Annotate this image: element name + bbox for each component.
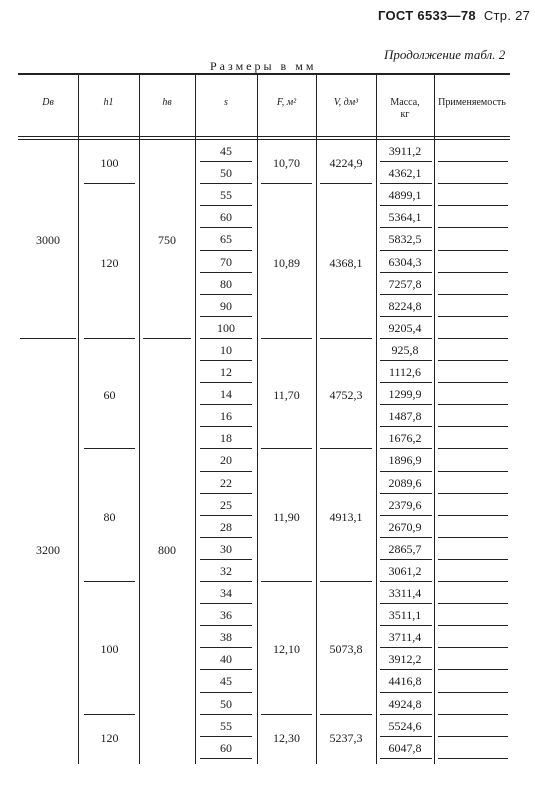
col-header-s: s bbox=[224, 97, 228, 108]
row-rule-mass bbox=[380, 448, 432, 449]
cell-s: 70 bbox=[220, 254, 232, 269]
row-rule-usage bbox=[438, 227, 508, 228]
row-rule-s bbox=[200, 205, 252, 206]
cell-dv: 3200 bbox=[36, 542, 60, 557]
row-rule-usage bbox=[438, 250, 508, 251]
cell-s: 14 bbox=[220, 387, 232, 402]
row-rule-mass bbox=[380, 647, 432, 648]
cell-s: 60 bbox=[220, 740, 232, 755]
row-rule-usage bbox=[438, 669, 508, 670]
row-rule-s bbox=[200, 161, 252, 162]
cell-mass: 1112,6 bbox=[388, 365, 422, 379]
cell-s: 18 bbox=[220, 431, 232, 446]
cell-h1: 120 bbox=[100, 255, 119, 270]
group-rule bbox=[261, 338, 312, 339]
row-rule-usage bbox=[438, 603, 508, 604]
group-rule bbox=[84, 581, 135, 582]
cell-s: 40 bbox=[220, 652, 232, 667]
cell-area: 12,10 bbox=[273, 642, 300, 657]
row-rule-mass bbox=[380, 625, 432, 626]
row-rule-s bbox=[200, 316, 252, 317]
col-sep-7 bbox=[434, 74, 435, 764]
row-rule-usage bbox=[438, 493, 508, 494]
group-rule bbox=[261, 183, 312, 184]
row-rule-usage bbox=[438, 183, 508, 184]
cell-mass: 2670,9 bbox=[388, 519, 422, 534]
row-rule-mass bbox=[380, 515, 432, 516]
col-sep-6 bbox=[376, 74, 377, 764]
cell-dv: 3000 bbox=[36, 233, 60, 248]
row-rule-mass bbox=[380, 471, 432, 472]
row-rule-mass bbox=[380, 382, 432, 383]
cell-s: 90 bbox=[220, 298, 232, 313]
cell-mass: 1676,2 bbox=[388, 431, 422, 446]
cell-mass: 4416,8 bbox=[388, 674, 422, 689]
col-header-dv: Dв bbox=[42, 97, 54, 108]
cell-mass: 7257,8 bbox=[388, 276, 422, 291]
row-rule-s bbox=[200, 625, 252, 626]
cell-s: 45 bbox=[220, 144, 232, 158]
group-rule bbox=[143, 338, 191, 339]
group-rule bbox=[320, 581, 372, 582]
row-rule-usage bbox=[438, 426, 508, 427]
row-rule-usage bbox=[438, 294, 508, 295]
row-rule-usage bbox=[438, 360, 508, 361]
cell-mass: 2379,6 bbox=[388, 497, 422, 512]
cell-mass: 6047,8 bbox=[388, 740, 422, 755]
cell-volume: 5073,8 bbox=[329, 642, 363, 657]
cell-mass: 3912,2 bbox=[388, 652, 422, 667]
row-rule-usage bbox=[438, 515, 508, 516]
group-rule bbox=[320, 183, 372, 184]
cell-s: 45 bbox=[220, 674, 232, 689]
cell-s: 25 bbox=[220, 497, 232, 512]
cell-mass: 4924,8 bbox=[388, 696, 422, 711]
col-sep-3 bbox=[195, 74, 196, 764]
row-rule-usage bbox=[438, 382, 508, 383]
cell-mass: 3511,1 bbox=[388, 608, 422, 623]
header-rule-2 bbox=[18, 139, 510, 140]
row-rule-usage bbox=[438, 338, 508, 339]
cell-s: 12 bbox=[220, 365, 232, 379]
row-rule-s bbox=[200, 647, 252, 648]
cell-mass: 8224,8 bbox=[388, 298, 422, 313]
row-rule-s bbox=[200, 338, 252, 339]
cell-area: 12,30 bbox=[273, 730, 300, 745]
cell-mass: 4899,1 bbox=[388, 188, 422, 203]
cell-s: 22 bbox=[220, 475, 232, 490]
cell-s: 50 bbox=[220, 696, 232, 711]
group-rule bbox=[84, 338, 135, 339]
row-rule-mass bbox=[380, 493, 432, 494]
cell-area: 11,70 bbox=[273, 388, 300, 403]
cell-mass: 9205,4 bbox=[388, 320, 422, 335]
col-header-mass: Масса, кг bbox=[390, 97, 420, 120]
row-rule-s bbox=[200, 272, 252, 273]
row-rule-usage bbox=[438, 537, 508, 538]
row-rule-s bbox=[200, 471, 252, 472]
cell-mass: 2089,6 bbox=[388, 475, 422, 490]
cell-s: 10 bbox=[220, 342, 232, 357]
cell-mass: 5364,1 bbox=[388, 210, 422, 225]
row-rule-mass bbox=[380, 537, 432, 538]
group-rule bbox=[261, 448, 312, 449]
cell-hv: 800 bbox=[158, 542, 176, 557]
table-continuation-note: Продолжение табл. 2 bbox=[384, 47, 506, 62]
cell-s: 20 bbox=[220, 453, 232, 468]
row-rule-s bbox=[200, 559, 252, 560]
row-rule-usage bbox=[438, 404, 508, 405]
row-rule-s bbox=[200, 360, 252, 361]
cell-mass: 6304,3 bbox=[388, 254, 422, 269]
cell-h1: 60 bbox=[103, 388, 116, 403]
col-header-area: F, м² bbox=[276, 97, 297, 108]
cell-mass: 3911,2 bbox=[388, 144, 422, 158]
row-rule-mass bbox=[380, 161, 432, 162]
row-rule-mass bbox=[380, 183, 432, 184]
cell-mass: 5832,5 bbox=[388, 232, 422, 247]
row-rule-mass bbox=[380, 294, 432, 295]
row-rule-mass bbox=[380, 404, 432, 405]
row-rule-mass bbox=[380, 603, 432, 604]
row-rule-usage bbox=[438, 758, 508, 759]
row-rule-usage bbox=[438, 736, 508, 737]
row-rule-mass bbox=[380, 581, 432, 582]
row-rule-mass bbox=[380, 316, 432, 317]
cell-volume: 4224,9 bbox=[329, 156, 363, 171]
row-rule-usage bbox=[438, 559, 508, 560]
cell-s: 65 bbox=[220, 232, 232, 247]
cell-hv: 750 bbox=[158, 233, 176, 248]
row-rule-s bbox=[200, 581, 252, 582]
row-rule-s bbox=[200, 227, 252, 228]
row-rule-usage bbox=[438, 272, 508, 273]
row-rule-s bbox=[200, 250, 252, 251]
cell-volume: 5237,3 bbox=[329, 730, 363, 745]
row-rule-s bbox=[200, 714, 252, 715]
cell-volume: 4913,1 bbox=[329, 509, 363, 524]
row-rule-s bbox=[200, 294, 252, 295]
row-rule-mass bbox=[380, 227, 432, 228]
units-caption: Размеры в мм bbox=[210, 59, 317, 73]
group-rule bbox=[320, 714, 372, 715]
row-rule-usage bbox=[438, 161, 508, 162]
col-header-usage: Применяемость bbox=[438, 97, 506, 108]
col-sep-5 bbox=[316, 74, 317, 764]
cell-h1: 100 bbox=[100, 156, 119, 171]
row-rule-usage bbox=[438, 581, 508, 582]
cell-area: 11,90 bbox=[273, 509, 300, 524]
cell-s: 50 bbox=[220, 166, 232, 181]
col-header-h1: h1 bbox=[103, 97, 114, 108]
row-rule-mass bbox=[380, 714, 432, 715]
row-rule-usage bbox=[438, 625, 508, 626]
col-sep-2 bbox=[139, 74, 140, 764]
row-rule-mass bbox=[380, 360, 432, 361]
cell-h1: 100 bbox=[100, 642, 119, 657]
cell-s: 38 bbox=[220, 630, 232, 645]
group-rule bbox=[320, 448, 372, 449]
row-rule-usage bbox=[438, 647, 508, 648]
row-rule-mass bbox=[380, 338, 432, 339]
cell-s: 30 bbox=[220, 541, 232, 556]
row-rule-mass bbox=[380, 426, 432, 427]
group-rule bbox=[261, 714, 312, 715]
group-rule bbox=[20, 338, 76, 339]
cell-h1: 80 bbox=[103, 509, 116, 524]
cell-s: 55 bbox=[220, 188, 232, 203]
cell-mass: 3061,2 bbox=[388, 563, 422, 578]
row-rule-s bbox=[200, 493, 252, 494]
row-rule-usage bbox=[438, 714, 508, 715]
cell-area: 10,89 bbox=[273, 255, 300, 270]
group-rule bbox=[320, 338, 372, 339]
cell-h1: 120 bbox=[100, 730, 119, 745]
header-rule-1 bbox=[18, 136, 510, 137]
cell-mass: 2865,7 bbox=[388, 541, 422, 556]
row-rule-mass bbox=[380, 205, 432, 206]
row-rule-s bbox=[200, 515, 252, 516]
row-rule-mass bbox=[380, 669, 432, 670]
row-rule-usage bbox=[438, 692, 508, 693]
row-rule-s bbox=[200, 382, 252, 383]
row-rule-usage bbox=[438, 471, 508, 472]
row-rule-usage bbox=[438, 448, 508, 449]
row-rule-s bbox=[200, 404, 252, 405]
row-rule-s bbox=[200, 736, 252, 737]
row-rule-s bbox=[200, 426, 252, 427]
cell-volume: 4368,1 bbox=[329, 255, 363, 270]
row-rule-mass bbox=[380, 692, 432, 693]
cell-area: 10,70 bbox=[273, 156, 300, 171]
standard-number bbox=[378, 8, 530, 23]
row-rule-s bbox=[200, 603, 252, 604]
group-rule bbox=[84, 714, 135, 715]
cell-s: 100 bbox=[217, 320, 235, 335]
cell-mass: 3711,4 bbox=[388, 630, 422, 645]
row-rule-mass bbox=[380, 272, 432, 273]
cell-s: 36 bbox=[220, 608, 232, 623]
row-rule-s bbox=[200, 537, 252, 538]
cell-s: 32 bbox=[220, 563, 232, 578]
col-sep-1 bbox=[78, 74, 79, 764]
col-header-hv: hв bbox=[162, 97, 172, 108]
row-rule-mass bbox=[380, 559, 432, 560]
group-rule bbox=[84, 183, 135, 184]
page-number: Стр. 27 bbox=[483, 8, 531, 23]
standard-code: ГОСТ 6533—78 bbox=[378, 8, 476, 23]
table-top-rule bbox=[18, 73, 510, 75]
row-rule-mass bbox=[380, 736, 432, 737]
cell-s: 16 bbox=[220, 409, 232, 424]
cell-mass: 1896,9 bbox=[388, 453, 422, 468]
col-sep-4 bbox=[257, 74, 258, 764]
cell-mass: 1299,9 bbox=[388, 387, 422, 402]
row-rule-usage bbox=[438, 205, 508, 206]
row-rule-s bbox=[200, 183, 252, 184]
cell-mass: 1487,8 bbox=[388, 409, 422, 424]
row-rule-s bbox=[200, 448, 252, 449]
row-rule-s bbox=[200, 692, 252, 693]
cell-mass: 4362,1 bbox=[388, 166, 422, 181]
cell-s: 80 bbox=[220, 276, 232, 291]
cell-s: 28 bbox=[220, 519, 232, 534]
row-rule-mass bbox=[380, 758, 432, 759]
cell-s: 34 bbox=[220, 586, 232, 600]
col-header-volume: V, дм³ bbox=[333, 97, 359, 108]
cell-mass: 925,8 bbox=[391, 342, 419, 357]
cell-mass: 5524,6 bbox=[388, 718, 422, 733]
group-rule bbox=[261, 581, 312, 582]
group-rule bbox=[84, 448, 135, 449]
cell-mass: 3311,4 bbox=[388, 586, 422, 600]
row-rule-s bbox=[200, 669, 252, 670]
cell-volume: 4752,3 bbox=[329, 388, 363, 403]
row-rule-s bbox=[200, 758, 252, 759]
row-rule-usage bbox=[438, 316, 508, 317]
cell-s: 55 bbox=[220, 718, 232, 733]
row-rule-mass bbox=[380, 250, 432, 251]
cell-s: 60 bbox=[220, 210, 232, 225]
